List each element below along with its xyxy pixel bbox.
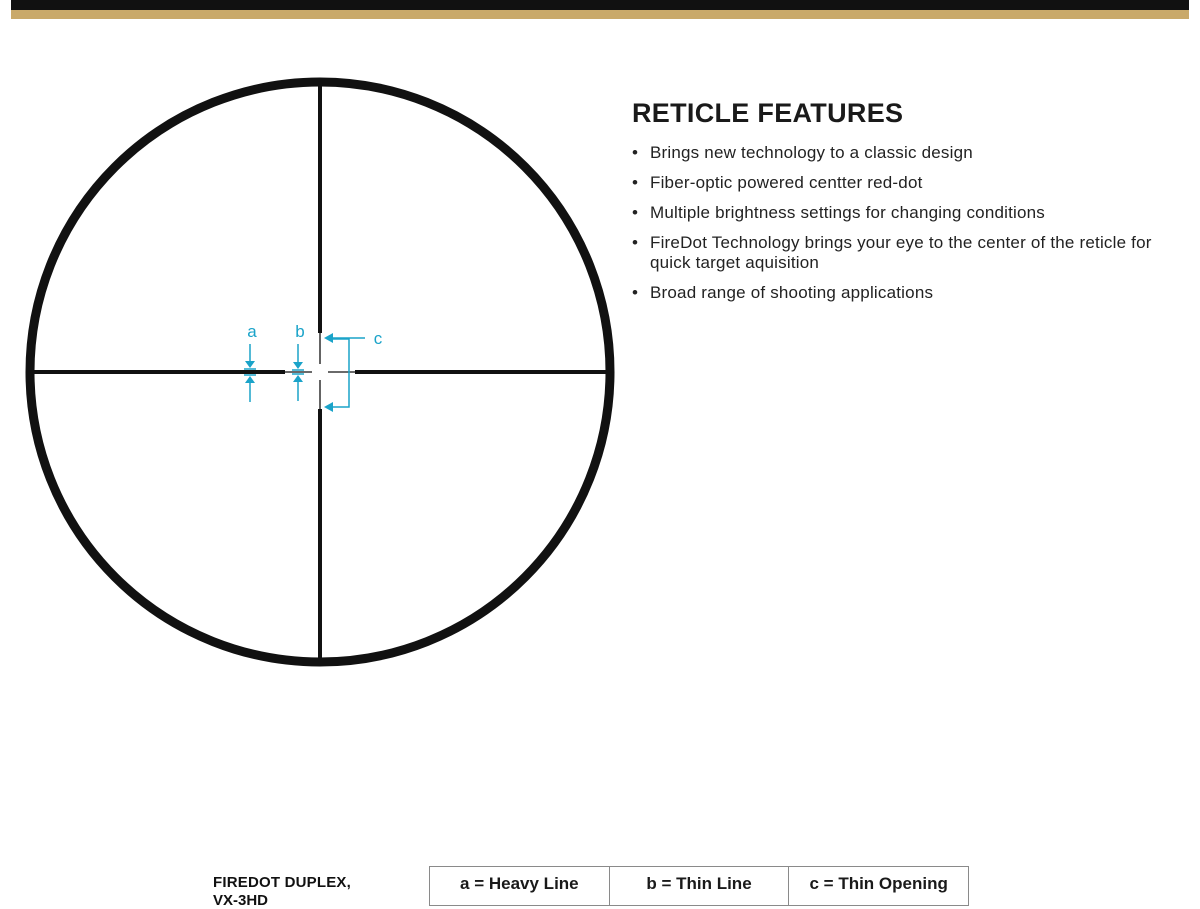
callout-b — [292, 322, 305, 401]
model-name: FIREDOT DUPLEX, — [213, 874, 352, 891]
callout-a — [244, 322, 257, 402]
reticle-diagram — [0, 0, 630, 680]
feature-item: • Brings new technology to a classic design — [632, 143, 973, 162]
legend-thin-opening: c = Thin Opening — [809, 874, 948, 893]
feature-item: • Multiple brightness settings for changing conditions — [632, 203, 1046, 222]
legend-thin-line: b = Thin Line — [610, 867, 790, 905]
feature-item: • FireDot Technology brings your eye to the center of the reticle for quick target aquisition — [632, 233, 1152, 272]
callout-a-label: a — [247, 322, 257, 341]
legend-heavy-line: a = Heavy Line — [430, 867, 610, 905]
reticle-features — [632, 98, 1192, 313]
feature-item: • Fiber-optic powered centter red-dot — [632, 173, 923, 192]
feature-item: • Broad range of shooting applications — [632, 283, 934, 302]
features-list — [632, 143, 1192, 303]
legend-table — [429, 866, 969, 906]
bullet-glyph: • — [632, 143, 639, 162]
callout-c-label: c — [373, 329, 383, 348]
bullet-glyph: • — [632, 173, 639, 192]
bullet-glyph: • — [632, 233, 639, 252]
features-title: RETICLE FEATURES — [632, 98, 904, 128]
model-subtitle: VX-3HD — [213, 892, 269, 909]
bullet-glyph: • — [632, 203, 639, 222]
bullet-glyph: • — [632, 283, 639, 302]
callout-b-label: b — [295, 322, 305, 341]
